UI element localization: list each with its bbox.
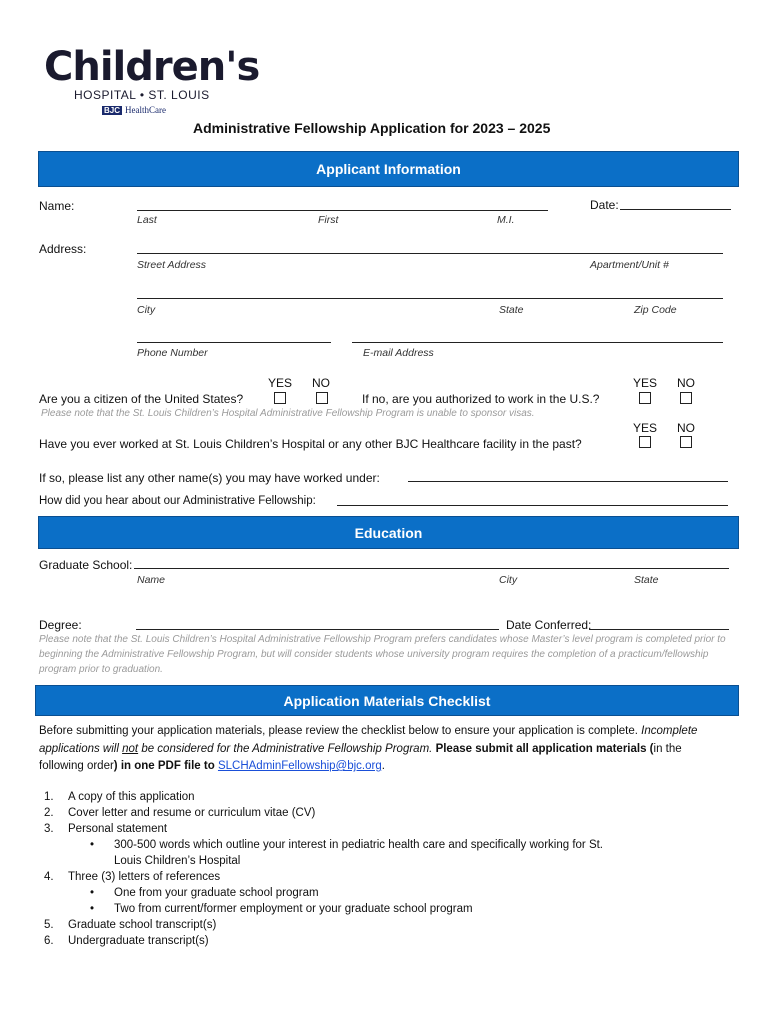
list-item bbox=[44, 789, 644, 805]
intro-text-3: be considered for the Administrative Fellowship Program. bbox=[141, 742, 433, 755]
worked-no-checkbox[interactable] bbox=[680, 436, 692, 448]
item-number: 1. bbox=[44, 791, 54, 803]
authorized-no-label: NO bbox=[677, 376, 695, 390]
list-item bbox=[44, 869, 644, 885]
checklist-list bbox=[44, 789, 644, 949]
authorized-no-checkbox[interactable] bbox=[680, 392, 692, 404]
logo bbox=[44, 44, 260, 118]
education-note: Please note that the St. Louis Children’s Hospital Administrative Fellowship Program prefers candidates whose Master’s level program is completed prior to beginning the Administrative Fellowship Program, but will consider students whose university program requires the completion of a practicum/fellowship program prior to graduation. bbox=[39, 634, 726, 675]
item-text: Two from current/former employment or your graduate school program bbox=[114, 903, 473, 915]
intro-text-4: Please submit all application materials ( bbox=[435, 742, 654, 755]
worked-question: Have you ever worked at St. Louis Children’s Hospital or any other BJC Healthcare facility in the past? bbox=[39, 437, 582, 451]
applicant-header-text: Applicant Information bbox=[316, 161, 461, 177]
citizen-no-checkbox[interactable] bbox=[316, 392, 328, 404]
bullet: • bbox=[90, 903, 95, 915]
degree-input[interactable] bbox=[136, 629, 499, 630]
bjc-mark bbox=[102, 105, 166, 115]
intro-text-6: ) in one PDF file to bbox=[113, 760, 215, 772]
education-header bbox=[38, 516, 739, 549]
authorized-yes-label: YES bbox=[633, 376, 658, 390]
date-label: Date: bbox=[590, 198, 619, 212]
item-text: Undergraduate transcript(s) bbox=[68, 935, 209, 947]
authorized-question: If no, are you authorized to work in the U.S.? bbox=[362, 392, 600, 406]
item-text: Three (3) letters of references bbox=[68, 871, 221, 883]
grad-school-input[interactable] bbox=[134, 568, 729, 569]
bjc-healthcare: HealthCare bbox=[125, 105, 166, 115]
conferred-label: Date Conferred: bbox=[506, 618, 592, 632]
grad-name-caption: Name bbox=[137, 574, 166, 586]
degree-label: Degree: bbox=[39, 618, 82, 632]
education-header-text: Education bbox=[354, 524, 423, 541]
phone-caption: Phone Number bbox=[137, 347, 208, 359]
mi-caption: M.I. bbox=[497, 214, 515, 226]
date-input[interactable] bbox=[620, 209, 731, 210]
street-caption: Street Address bbox=[137, 259, 207, 271]
grad-state-caption: State bbox=[634, 574, 659, 586]
other-names-question: If so, please list any other name(s) you may have worked under: bbox=[39, 471, 380, 485]
name-label: Name: bbox=[39, 199, 75, 213]
hear-question: How did you hear about our Administrative Fellowship: bbox=[39, 495, 316, 507]
submission-email-link[interactable]: SLCHAdminFellowship@bjc.org bbox=[217, 760, 382, 772]
intro-text-1: Before submitting your application materials, please review the checklist below to ensure your application is complete. bbox=[39, 725, 638, 737]
item-text: One from your graduate school program bbox=[114, 887, 319, 899]
state-caption: State bbox=[499, 304, 524, 316]
intro-not: not bbox=[122, 742, 139, 755]
other-names-input[interactable] bbox=[408, 481, 728, 482]
conferred-input[interactable] bbox=[589, 629, 729, 630]
list-item bbox=[44, 837, 644, 869]
citizen-yes-checkbox[interactable] bbox=[274, 392, 286, 404]
item-number: 3. bbox=[44, 823, 54, 835]
item-number: 5. bbox=[44, 919, 54, 931]
worked-no-label: NO bbox=[677, 421, 695, 435]
citizen-yes-label: YES bbox=[268, 376, 293, 390]
list-item bbox=[44, 901, 644, 917]
intro-end: . bbox=[381, 760, 385, 772]
item-text: A copy of this application bbox=[68, 791, 195, 803]
citizen-question: Are you a citizen of the United States? bbox=[39, 392, 244, 406]
citizen-no-label: NO bbox=[312, 376, 330, 390]
item-number: 2. bbox=[44, 807, 54, 819]
item-text: 300-500 words which outline your interest in pediatric health care and specifically working for St. Louis Children’s Hospital bbox=[114, 839, 604, 867]
item-text: Cover letter and resume or curriculum vitae (CV) bbox=[68, 807, 316, 819]
street-input[interactable] bbox=[137, 253, 723, 254]
checklist-header bbox=[35, 685, 739, 716]
address-label: Address: bbox=[39, 242, 87, 256]
city-caption: City bbox=[137, 304, 156, 316]
item-number: 4. bbox=[44, 871, 54, 883]
worked-yes-label: YES bbox=[633, 421, 658, 435]
grad-school-label: Graduate School: bbox=[39, 558, 133, 572]
page-title: Administrative Fellowship Application for 2023 – 2025 bbox=[193, 120, 551, 136]
list-item bbox=[44, 821, 644, 837]
item-text: Graduate school transcript(s) bbox=[68, 919, 217, 931]
hear-input[interactable] bbox=[337, 505, 728, 506]
first-caption: First bbox=[318, 214, 339, 226]
name-input[interactable] bbox=[137, 210, 548, 211]
email-input[interactable] bbox=[352, 342, 723, 343]
phone-input[interactable] bbox=[137, 342, 331, 343]
list-item bbox=[44, 917, 644, 933]
list-item bbox=[44, 885, 644, 901]
email-caption: E-mail Address bbox=[363, 347, 434, 359]
last-caption: Last bbox=[137, 214, 157, 226]
city-state-zip-input[interactable] bbox=[137, 298, 723, 299]
bullet: • bbox=[90, 887, 95, 899]
intro-text-5: in the following order bbox=[39, 742, 682, 772]
zip-caption: Zip Code bbox=[634, 304, 677, 316]
bullet: • bbox=[90, 839, 95, 851]
grad-city-caption: City bbox=[499, 574, 518, 586]
worked-yes-checkbox[interactable] bbox=[639, 436, 651, 448]
list-item bbox=[44, 933, 644, 949]
checklist-header-text: Application Materials Checklist bbox=[283, 692, 491, 709]
logo-subtitle: HOSPITAL • ST. LOUIS bbox=[74, 88, 210, 102]
logo-name: Children's bbox=[44, 44, 260, 90]
authorized-yes-checkbox[interactable] bbox=[639, 392, 651, 404]
applicant-header bbox=[38, 151, 739, 187]
visa-note: Please note that the St. Louis Children’s Hospital Administrative Fellowship Program is unable to sponsor visas. bbox=[41, 408, 535, 419]
bjc-badge: BJC bbox=[104, 105, 121, 115]
item-number: 6. bbox=[44, 935, 54, 947]
intro-text-2: Incomplete applications will bbox=[39, 725, 698, 755]
apt-caption: Apartment/Unit # bbox=[590, 259, 669, 271]
list-item bbox=[44, 805, 644, 821]
item-text: Personal statement bbox=[68, 823, 168, 835]
checklist-intro bbox=[39, 723, 709, 776]
